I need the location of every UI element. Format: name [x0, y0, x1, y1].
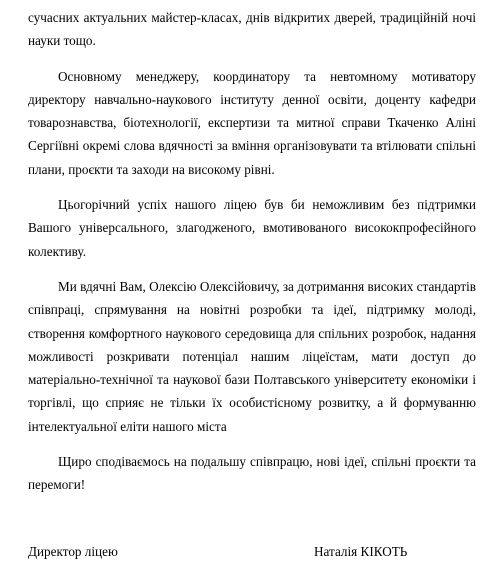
paragraph-gratitude-rector: Ми вдячні Вам, Олексію Олексійовичу, за дотримання високих стандартів співпраці, спрямування на новітні розробки та ідеї, підтримку молоді, створення комфортного наукового середовища для спільних розробок, надання можливості розкривати потенціал нашим ліцеїстам, мати доступ до матеріально-технічної та наукової бази Полтавського університету економіки і торгівлі, що сприяє не тільки їх особистісному розвитку, а й формуванню інтелектуальної еліти нашого міста	[28, 278, 476, 434]
paragraph-team-success: Цьогорічний успіх нашого ліцею був би неможливим без підтримки Вашого універсального, злагодженого, вмотивованого висококпрофесійного колективу.	[28, 197, 476, 259]
letter-body	[28, 6, 476, 497]
paragraph-gratitude-tkachenko: Основному менеджеру, координатору та невтомному мотиватору директору навчально-наукового інституту денної освіти, доценту кафедри товарознавства, біотехнології, експертизи та митної справи Ткаченко Аліні Сергіївні окремі слова вдячності за вміння організовувати та втілювати спільні плани, проєкти та заходи на високому рівні.	[28, 68, 476, 177]
paragraph-closing-hope: Щиро сподіваємось на подальшу співпрацю, нові ідеї, спільні проєкти та перемоги!	[28, 454, 476, 493]
signatory-name: Наталія КІКОТЬ	[314, 544, 408, 559]
signatory-position: Директор ліцею	[28, 544, 118, 559]
paragraph-continuation: сучасних актуальних майстер-класах, днів відкритих дверей, традиційній ночі науки тощо.	[28, 10, 476, 49]
